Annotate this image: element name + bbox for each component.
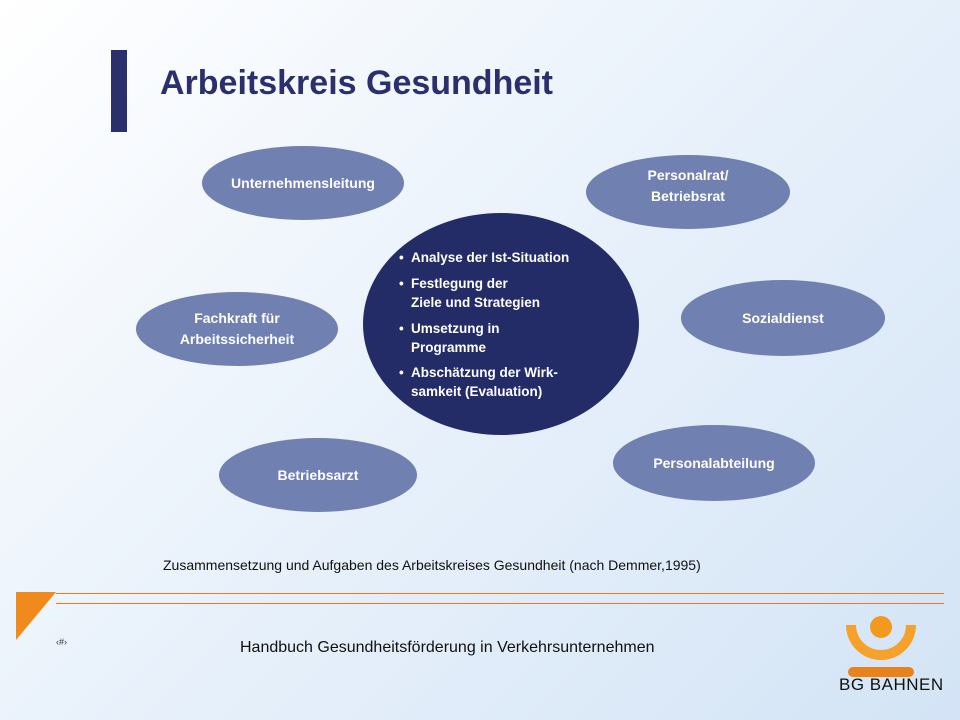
ellipse-label: Personalabteilung [653, 455, 775, 471]
task-item [399, 249, 609, 268]
ellipse-personalabteilung [613, 425, 815, 501]
footer-title: Handbuch Gesundheitsförderung in Verkehrsunternehmen [240, 639, 655, 656]
ellipse-sozialdienst [681, 280, 885, 356]
ellipse-label: Unternehmensleitung [231, 174, 375, 191]
ellipse-unternehmensleitung [202, 146, 404, 220]
task-item [399, 275, 609, 313]
task-line: samkeit (Evaluation) [411, 384, 543, 400]
page-number: ‹#› [56, 637, 67, 647]
ellipse-label: Betriebsarzt [277, 466, 359, 483]
ellipse-fachkraft [136, 292, 338, 366]
footer-divider-bottom [56, 603, 944, 604]
logo-text: BG BAHNEN [839, 675, 944, 694]
task-list [399, 249, 609, 409]
page-title: Arbeitskreis Gesundheit [160, 64, 554, 102]
task-line: Programme [411, 339, 487, 355]
title-accent-bar [111, 50, 127, 132]
ellipse-label: Sozialdienst [742, 309, 824, 326]
ellipse-label: Arbeitssicherheit [179, 331, 295, 347]
task-item [399, 364, 609, 402]
task-line: Festlegung der [411, 275, 508, 291]
ellipse-label: Betriebsrat [651, 188, 725, 204]
orange-corner-triangle [16, 592, 56, 640]
ellipse-betriebsarzt [219, 438, 417, 512]
task-line: Abschätzung der Wirk- [411, 365, 558, 381]
task-line: Ziele und Strategien [411, 294, 541, 310]
ellipse-label: Fachkraft für [194, 310, 280, 326]
figure-caption: Zusammensetzung und Aufgaben des Arbeitskreises Gesundheit (nach Demmer,1995) [163, 557, 701, 573]
task-line: Umsetzung in [411, 320, 500, 336]
footer-divider-top [56, 593, 944, 594]
ellipse-label: Personalrat/ [647, 167, 729, 183]
ellipse-personalrat [586, 155, 790, 229]
task-line: Analyse der Ist-Situation [411, 250, 570, 265]
center-ellipse-tasks [363, 213, 639, 435]
bg-bahnen-logo-icon [840, 615, 922, 681]
task-item [399, 320, 609, 358]
logo-circle [870, 616, 892, 638]
